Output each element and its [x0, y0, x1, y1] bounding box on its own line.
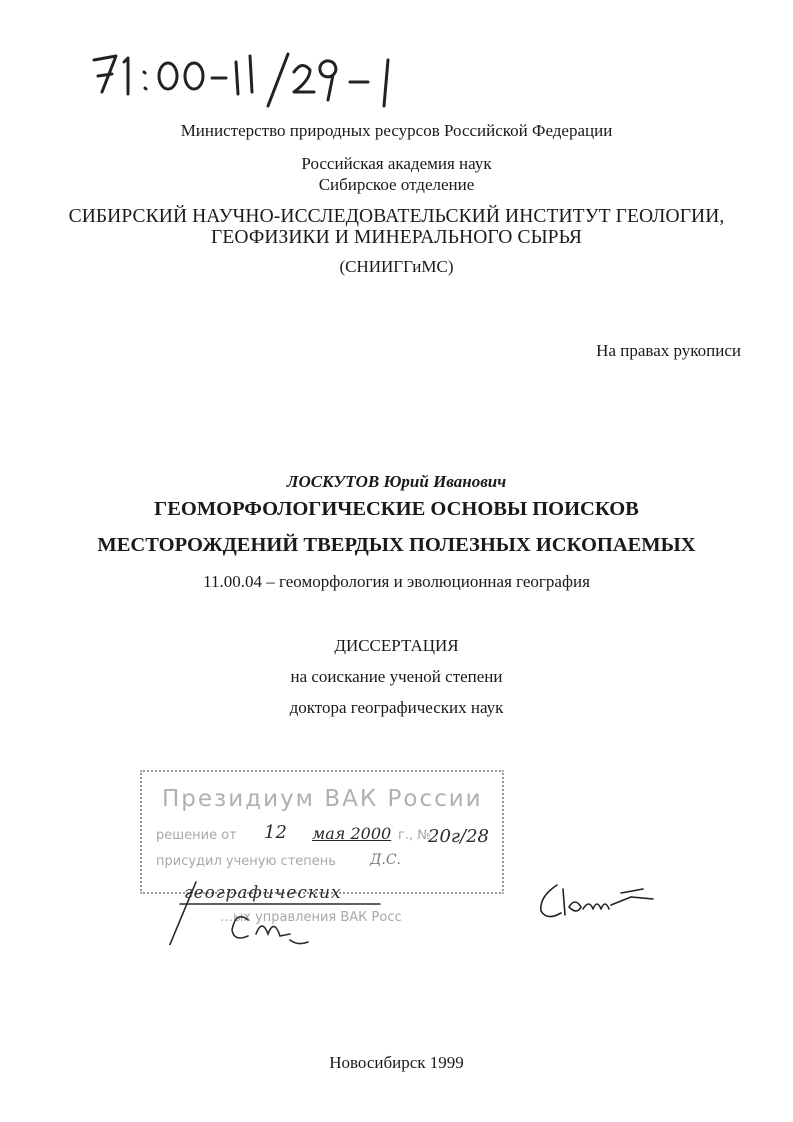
stamp-field-handwritten: географических [184, 883, 342, 903]
author-signature [535, 875, 685, 935]
author-name: ЛОСКУТОВ Юрий Иванович [286, 472, 507, 491]
stamp-decision-number: 20г/28 [428, 826, 489, 847]
document-type-label: ДИССЕРТАЦИЯ [334, 636, 459, 655]
stamp-decision-prefix: решение от [156, 828, 237, 843]
stamp-heading: Президиум ВАК России [162, 786, 483, 812]
stamp-footer-text: …ых управления ВАК Росс [220, 910, 402, 925]
stamp-awarded-prefix: присудил ученую степень [156, 854, 336, 869]
degree-name: доктора географических наук [289, 698, 504, 717]
academy-line: Российская академия наук [301, 154, 492, 173]
stamp-awarded-degree: Д.С. [370, 852, 401, 868]
stamp-pen-strokes [140, 770, 510, 945]
vak-approval-stamp [140, 770, 510, 945]
title-line1: ГЕОМОРФОЛОГИЧЕСКИЕ ОСНОВЫ ПОИСКОВ [154, 498, 639, 520]
stamp-decision-day: 12 [264, 822, 287, 843]
archive-number-handwritten [88, 48, 418, 112]
institute-abbreviation: (СНИИГГиМС) [339, 257, 454, 276]
signature-strokes [535, 875, 685, 935]
stamp-number-prefix: г., № [398, 828, 431, 843]
branch-line: Сибирское отделение [318, 175, 475, 194]
institute-name-line2: ГЕОФИЗИКИ И МИНЕРАЛЬНОГО СЫРЬЯ [211, 227, 582, 248]
title-line2: МЕСТОРОЖДЕНИЙ ТВЕРДЫХ ПОЛЕЗНЫХ ИСКОПАЕМЫХ [97, 534, 696, 556]
archive-number-glyphs [88, 48, 418, 112]
city-year: Новосибирск 1999 [329, 1053, 464, 1072]
institute-name-line1: СИБИРСКИЙ НАУЧНО-ИССЛЕДОВАТЕЛЬСКИЙ ИНСТИТУТ ГЕОЛОГИИ, [68, 206, 725, 227]
manuscript-note: На правах рукописи [596, 341, 741, 360]
stamp-decision-month-year: мая 2000 [312, 824, 392, 843]
degree-purpose: на соискание ученой степени [290, 667, 503, 686]
ministry-line: Министерство природных ресурсов Российской Федерации [180, 121, 613, 140]
specialty-code: 11.00.04 – геоморфология и эволюционная география [203, 572, 590, 591]
